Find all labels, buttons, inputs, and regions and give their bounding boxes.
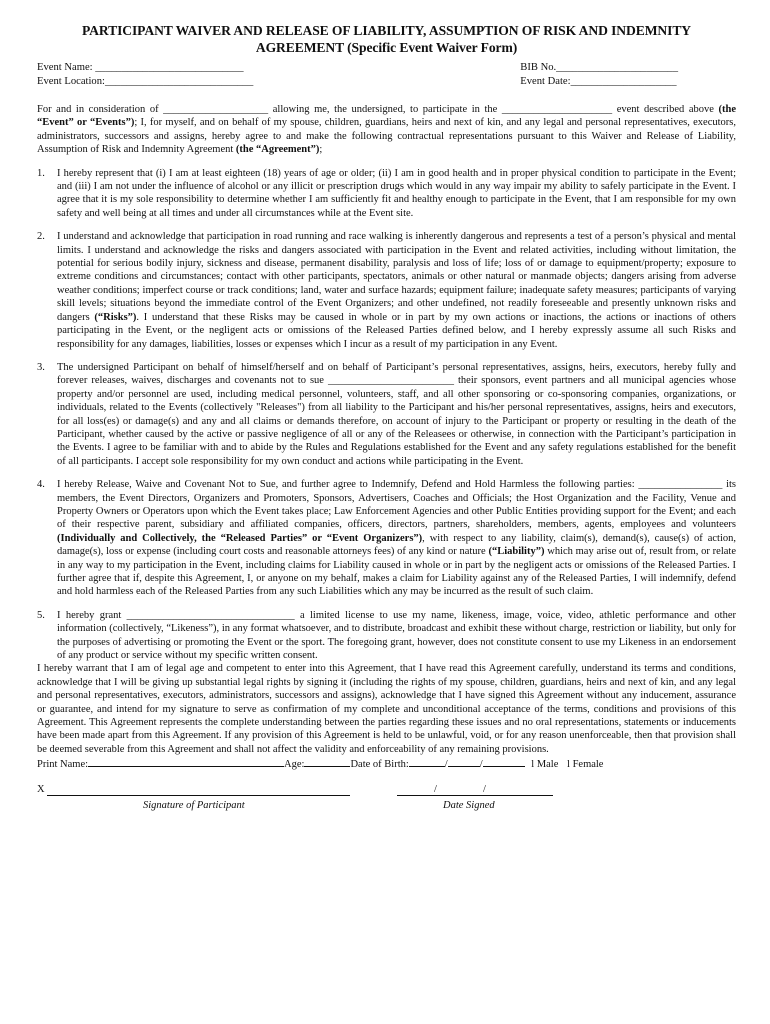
dob-slash: / xyxy=(479,759,483,771)
male-checkbox[interactable]: l xyxy=(531,759,535,771)
dob-slash: / xyxy=(444,759,448,771)
clause-text: I hereby Release, Waive and Covenant Not to Sue, and further agree to Indemnify, Defend and Hold Harmless the following parties: ________________ its members, the Event Directors, Organizers and Promoters, Sponsors, Advertisers, Coaches and Officials; the Host Organization and the Facility, Venue and Property Owners or Operators upon which the Event takes place; Law Enforcement Agencies and other Public Entities providing support for the Event; and each of their respective parent, subsidiary and affiliated companies, officers, directors, partners, shareholders, members, agents, employees and volunteers xyxy=(57,479,736,531)
male-label: Male xyxy=(536,759,559,771)
signature-x-mark: X xyxy=(37,784,45,796)
clause-text: I hereby grant ________________________________ a limited license to use my name, likeness, image, voice, video, athletic performance and other information (collectively, “Likeness”), in any format whatsoever, and to distribute, broadcast and exhibit these without charge, restriction or liability, but only for the purposes of advertising or promoting the Event or the sport. The foregoing grant, however, does not constitute consent to use my Likeness in an endorsement of any product or service without my specific written consent. xyxy=(57,609,736,662)
clause-text: which may arise out of, result from, or relate in any way to my participation in the Event, including claims for Liability caused in whole or in part by the negligent acts or omissions of the Released Parties. I further agree that if, despite this Agreement, I, or anyone on my behalf, makes a claim for Liability against any of the Released Parties, I will indemnify, defend and hold harmless each of the Released Parties from any such Liabilities which any may be incurred as the result of such claim. xyxy=(57,546,736,598)
clause-text: I understand and acknowledge that participation in road running and race walking is inherently dangerous and represents a test of a person’s physical and mental limits. I understand and acknowledge the risks and dangers associated with participation in the Event and related activities, including without limitation, the potential for serious bodily injury, sickness and disease, permanent disability, paralysis and loss of life; loss of or damage to equipment/property; exposure to extreme conditions and circumstances; contact with other participants, spectators, animals or other natural or manmade objects; dangers arising from adverse weather conditions; imperfect course or track conditions; land, water and surface hazards; equipment failure; inadequate safety measures; participants of varying skill levels; situations beyond the immediate control of the Event Organizers; and other undefined, not readily foreseeable and presently unknown risks and dangers xyxy=(57,231,736,323)
clause-number: 5. xyxy=(37,609,45,621)
intro-text-1: For and in consideration of ____________________ allowing me, the undersigned, to participate in the _____________________ event described above xyxy=(37,104,719,115)
warranty-paragraph: I hereby warrant that I am of legal age and competent to enter into this Agreement, that I have read this Agreement carefully, understand its terms and conditions, acknowledge that I will be giving up substantial legal rights by signing it (including the rights of my spouse, children, guardians, heirs and next of kin, and any legal and personal representatives, executors, administrators, successors and assigns), acknowledge that I have signed this Agreement without any inducement, assurance or guarantee, and intend for my signature to serve as confirmation of my complete and unconditional acceptance of the terms, conditions and provisions of this Agreement. This Agreement represents the complete understanding between the parties regarding these issues and no oral representations, statements or inducements have been made apart from this Agreement. If any provision of this Agreement is held to be unlawful, void, or for any reason unenforceable, then that provision shall be deemed severable from this Agreement and shall not affect the validity and enforceability of any remaining provisions. xyxy=(37,663,736,755)
female-label: Female xyxy=(572,759,604,771)
print-name-label: Print Name: xyxy=(37,759,89,771)
event-name-field[interactable]: Event Name: ____________________________ xyxy=(37,62,244,73)
signature-line[interactable] xyxy=(47,795,350,796)
clause-bold: (“Liability”) xyxy=(488,546,545,558)
intro-text-2: ; I, for myself, and on behalf of my spouse, children, guardians, heirs and next of kin, and any legal and personal representatives, executors, administrators, successors and assigns, hereby agree to and make the following contractual representations pursuant to this Waiver and Release of Liability, Assumption of Risk and Indemnity Agreement xyxy=(37,117,736,156)
event-info xyxy=(37,61,736,89)
clause-text: The undersigned Participant on behalf of himself/herself and on behalf of Participant’s personal representatives, assigns, heirs, executors, hereby fully and forever releases, waives, discharges and covenants not to sue ________________________ their sponsors, event partners and all municipal agencies whose property and/or personnel are used, including medical personnel, volunteers, staff, and all other sponsoring or co-sponsoring companies, organizations, or individuals, related to the Events (collectively "Releases") from all liability to the Participant and his/her personal representatives, assigns, heirs and executors, for all loss(es) or damage(s) and any and all claims or demands therefore, on account of injury to the Participant or property or resulting in the death of the Participant, whether caused by the active or passive negligence of all or any of the Releasees or otherwise, in connection with the Participant’s participation in the Events. I agree to be familiar with and to abide by the Rules and Regulations established for the Event and any safety regulations established for the benefit of all participants. I accept sole responsibility for my own conduct and actions while participating in the Event. xyxy=(57,361,736,467)
clause-number: 3. xyxy=(37,361,45,373)
title-line-2: AGREEMENT (Specific Event Waiver Form) xyxy=(255,40,518,55)
clause-1 xyxy=(37,167,736,221)
dob-label: Date of Birth: xyxy=(350,759,409,771)
bib-no-field[interactable]: BIB No._______________________ xyxy=(520,62,678,73)
intro-text-3: ; xyxy=(319,144,323,156)
female-checkbox[interactable]: l xyxy=(567,759,570,771)
clause-4 xyxy=(37,478,736,599)
document-title xyxy=(37,22,736,56)
dob-month-input[interactable] xyxy=(409,756,445,767)
signature-row xyxy=(37,784,736,824)
print-name-input[interactable] xyxy=(88,756,284,767)
clause-number: 1. xyxy=(37,167,45,179)
dob-year-input[interactable] xyxy=(483,756,525,767)
age-input[interactable] xyxy=(304,756,350,767)
clause-number: 4. xyxy=(37,479,45,491)
clause-bold: (Individually and Collectively, the “Released Parties” or “Event Organizers”) xyxy=(57,532,423,544)
clause-text: , with respect to any liability, claim(s), demand(s), cause(s) of action, damage(s), loss or expense (including court costs and reasonable attorneys fees) of any kind or nature xyxy=(57,532,736,558)
clause-bold: (“Risks”) xyxy=(94,311,137,323)
event-location-field[interactable]: Event Location:____________________________ xyxy=(37,76,254,87)
clause-text: I hereby represent that (i) I am at least eighteen (18) years of age or older; (ii) I am in good health and in proper physical condition to participate in the Event; and (iii) I am not under the influence of alcohol or any illicit or prescription drugs which would in any way impair my ability to safely participate in the Event. I agree that it is my sole responsibility to determine whether I am sufficiently fit and healthy enough to participate in the Event, that I am responsible for my own safety and well being at all times and under all circumstances while at the Event site. xyxy=(57,167,736,219)
clause-list xyxy=(37,167,736,663)
date-slash: / xyxy=(483,784,486,796)
intro-bold-events: (the “Event” or “Events”) xyxy=(37,104,736,129)
age-label: Age: xyxy=(284,759,305,771)
intro-paragraph xyxy=(37,103,736,157)
clause-3 xyxy=(37,361,736,468)
date-signed-label: Date Signed xyxy=(443,800,495,812)
event-date-field[interactable]: Event Date:____________________ xyxy=(520,76,677,87)
date-slash: / xyxy=(434,784,437,796)
date-signed-line[interactable] xyxy=(397,795,553,796)
clause-text: . I understand that these Risks may be caused in whole or in part by my own actions or inactions, the actions or inactions of others participating in the Event, or the negligent acts or omissions of the Released Parties defined below, and I hereby expressly assume all such Risks and responsibility for any damages, liabilities, losses or expenses which I incur as a result of my participation in any Event. xyxy=(57,311,737,350)
clause-5 xyxy=(37,609,736,663)
clause-2 xyxy=(37,230,736,351)
intro-bold-agreement: (the “Agreement”) xyxy=(235,144,320,156)
participant-info-row xyxy=(37,756,736,772)
signature-label: Signature of Participant xyxy=(143,800,245,812)
dob-day-input[interactable] xyxy=(448,756,480,767)
clause-number: 2. xyxy=(37,231,45,243)
title-line-1: PARTICIPANT WAIVER AND RELEASE OF LIABILITY, ASSUMPTION OF RISK AND INDEMNITY xyxy=(81,23,692,38)
